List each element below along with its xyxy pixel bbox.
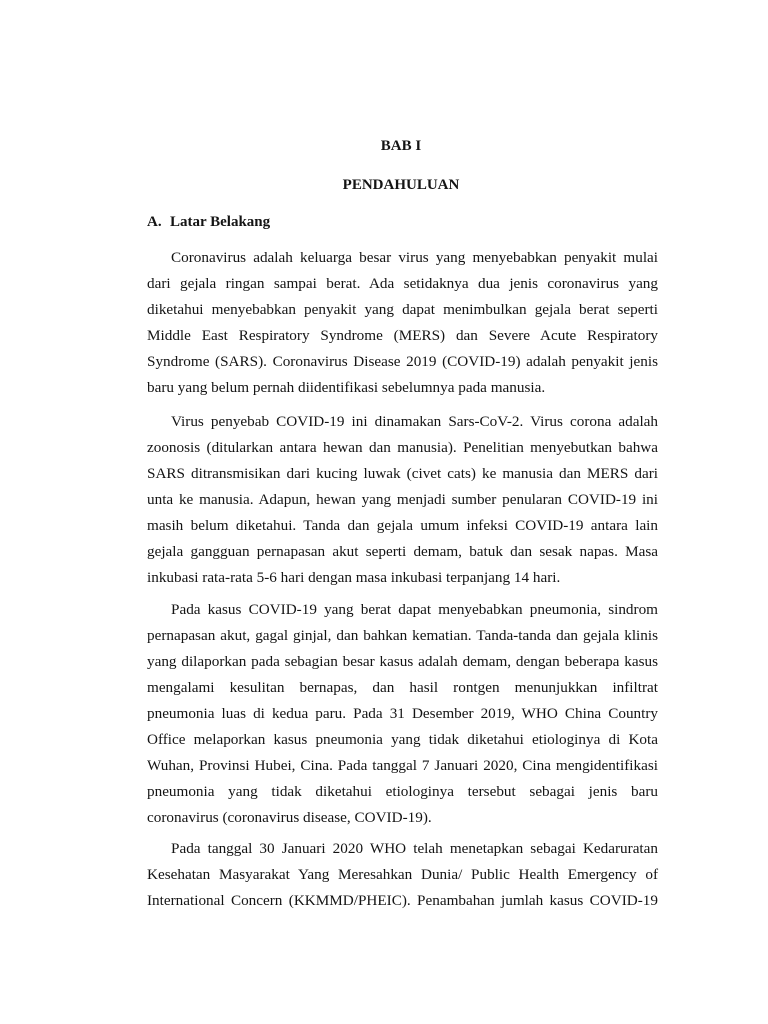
chapter-title: PENDAHULUAN (342, 177, 460, 193)
paragraph-line: Kesehatan Masyarakat Yang Meresahkan Dunia/ Public Health Emergency of (147, 866, 658, 883)
paragraph-line: masih belum diketahui. Tanda dan gejala umum infeksi COVID-19 antara lain (147, 517, 658, 534)
paragraph-line: Coronavirus adalah keluarga besar virus yang menyebabkan penyakit mulai (171, 249, 658, 266)
paragraph-line: pneumonia yang tidak diketahui etiologinya tersebut sebagai jenis baru (147, 783, 658, 800)
section-title: Latar Belakang (170, 214, 271, 230)
paragraph-line: Office melaporkan kasus pneumonia yang tidak diketahui etiologinya di Kota (147, 731, 658, 748)
paragraph-line: dari gejala ringan sampai berat. Ada setidaknya dua jenis coronavirus yang (147, 275, 658, 292)
paragraph-line: unta ke manusia. Adapun, hewan yang menjadi sumber penularan COVID-19 ini (147, 491, 658, 508)
paragraph-line: Pada kasus COVID-19 yang berat dapat menyebabkan pneumonia, sindrom (171, 601, 658, 618)
chapter-heading: BAB I (380, 138, 422, 154)
section-heading (147, 212, 270, 232)
paragraph-line: mengalami kesulitan bernapas, dan hasil rontgen menunjukkan infiltrat (147, 679, 658, 696)
paragraph-4 (147, 836, 658, 914)
paragraph-2 (147, 409, 658, 591)
paragraph-line: International Concern (KKMMD/PHEIC). Penambahan jumlah kasus COVID-19 (147, 892, 658, 909)
paragraph-3 (147, 597, 658, 831)
paragraph-line: SARS ditransmisikan dari kucing luwak (civet cats) ke manusia dan MERS dari (147, 465, 658, 482)
paragraph-line: coronavirus (coronavirus disease, COVID-19). (147, 809, 432, 826)
paragraph-1 (147, 245, 658, 401)
paragraph-line: zoonosis (ditularkan antara hewan dan manusia). Penelitian menyebutkan bahwa (147, 439, 658, 456)
paragraph-line: gejala gangguan pernapasan akut seperti demam, batuk dan sesak napas. Masa (147, 543, 658, 560)
paragraph-line: Pada tanggal 30 Januari 2020 WHO telah menetapkan sebagai Kedaruratan (171, 840, 658, 857)
paragraph-line: Wuhan, Provinsi Hubei, Cina. Pada tanggal 7 Januari 2020, Cina mengidentifikasi (147, 757, 658, 774)
paragraph-line: pneumonia luas di kedua paru. Pada 31 Desember 2019, WHO China Country (147, 705, 658, 722)
paragraph-line: Virus penyebab COVID-19 ini dinamakan Sars-CoV-2. Virus corona adalah (171, 413, 658, 430)
section-letter: A. (147, 214, 162, 230)
paragraph-line: inkubasi rata-rata 5-6 hari dengan masa inkubasi terpanjang 14 hari. (147, 569, 561, 586)
paragraph-line: yang dilaporkan pada sebagian besar kasus adalah demam, dengan beberapa kasus (147, 653, 658, 670)
paragraph-line: diketahui menyebabkan penyakit yang dapat menimbulkan gejala berat seperti (147, 301, 658, 318)
paragraph-line: Syndrome (SARS). Coronavirus Disease 2019 (COVID-19) adalah penyakit jenis (147, 353, 658, 370)
paragraph-line: baru yang belum pernah diidentifikasi sebelumnya pada manusia. (147, 379, 546, 396)
paragraph-line: pernapasan akut, gagal ginjal, dan bahkan kematian. Tanda-tanda dan gejala klinis (147, 627, 658, 644)
paragraph-line: Middle East Respiratory Syndrome (MERS) dan Severe Acute Respiratory (147, 327, 658, 344)
